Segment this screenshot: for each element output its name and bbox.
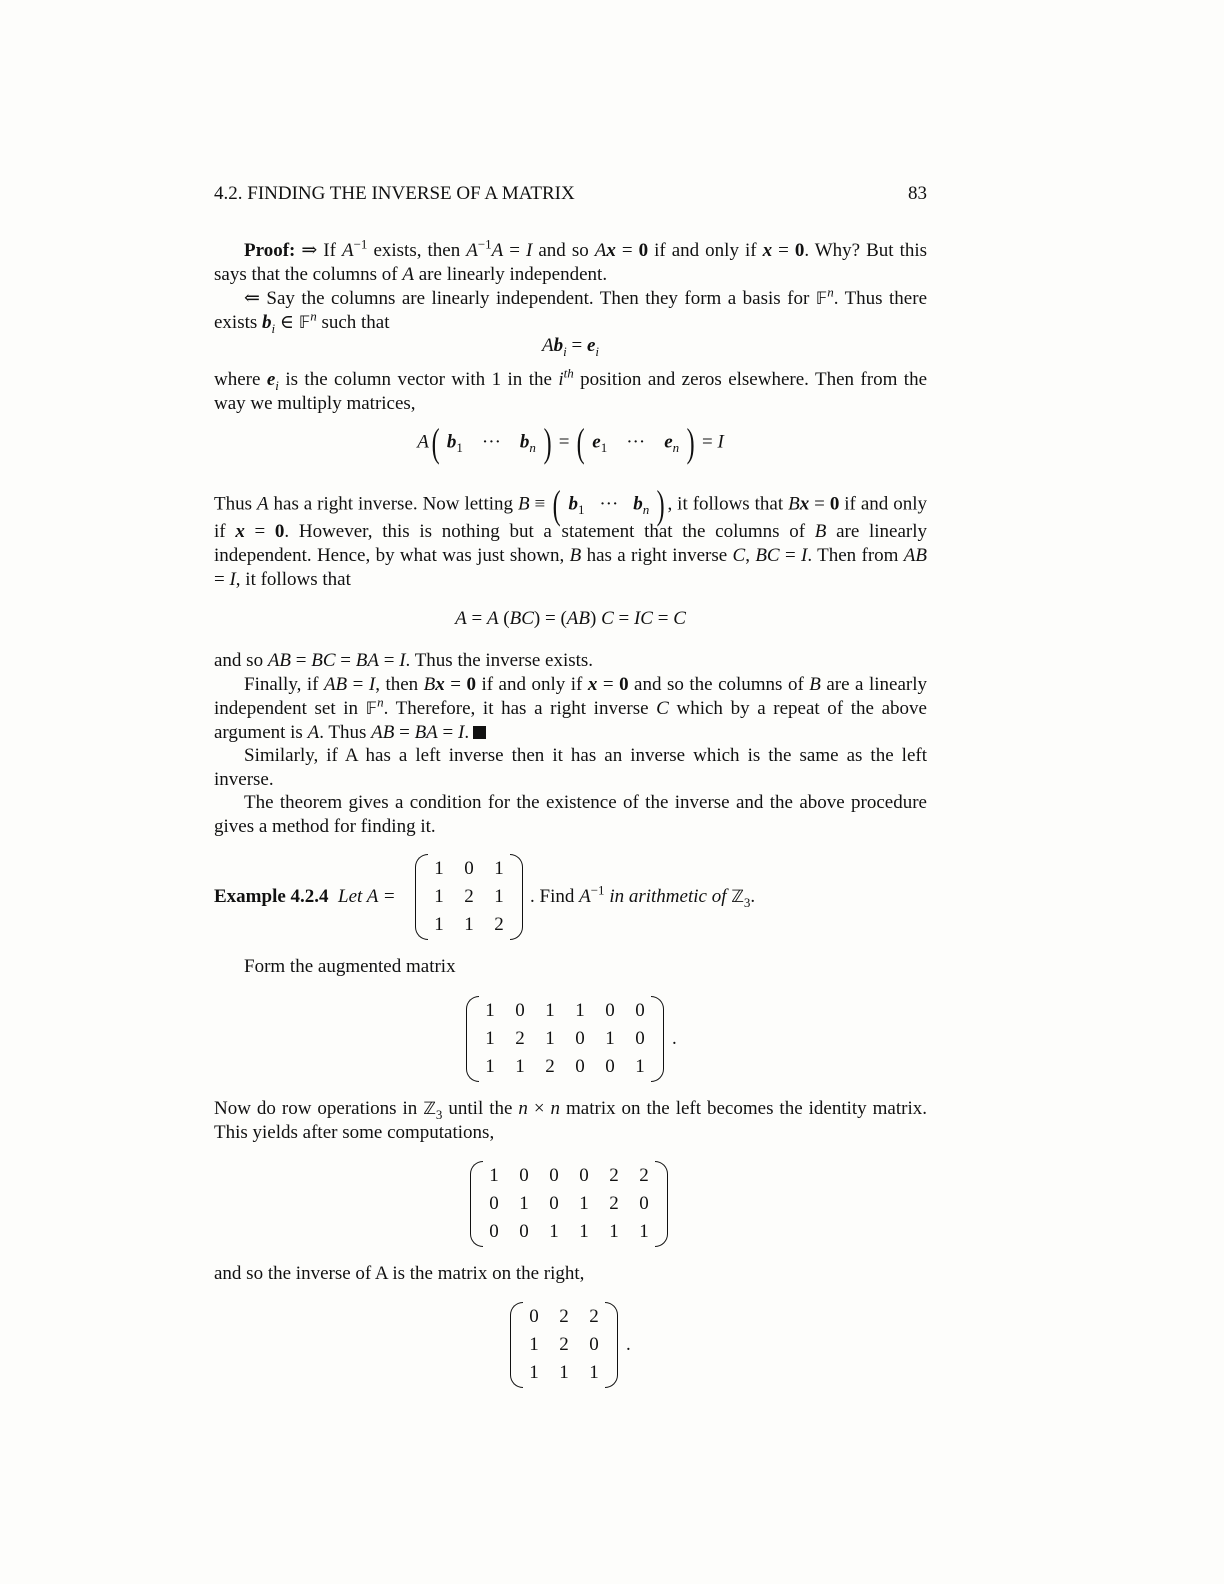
matrix-cell: 1 bbox=[434, 886, 444, 907]
running-header bbox=[214, 183, 927, 205]
matrix-cell: 2 bbox=[609, 1193, 619, 1214]
row-operations-text: Now do row operations in ℤ$_3$ until the n × n matrix on the left becomes the identity matrix. This yields after some computations, bbox=[214, 1098, 927, 1143]
matrix-cell: 2 bbox=[609, 1165, 619, 1186]
proof-paragraph-1: Proof: ⇒ If $A^{-1}$ exists, then $A^{-1}A = I$ and so Ax = 0 if and only if x = 0. Why? But this says that the columns of A are linearly independent. bbox=[214, 236, 928, 285]
proof-paragraph-4: Thus A has a right inverse. Now letting B ≡ ( $b_1$ ··· $b_n$ ) , it follows that Bx = 0 if and only if x = 0. However, this is nothing but a statement that the columns of B are linearly independent. Hence, by what was just shown, B has a right inverse C, BC = I. Then from AB = I, it follows that bbox=[214, 482, 928, 590]
proof-label: Proof: bbox=[244, 240, 296, 261]
matrix-cell: 1 bbox=[559, 1362, 569, 1383]
matrix-cell: 0 bbox=[515, 1000, 525, 1021]
inverse-matrix: 0 2 2 1 2 0 1 1 1 . bbox=[510, 1303, 631, 1387]
equation-product-identity: A( $b_1$ ··· $b_n$ ) = ( $e_1$ ··· $e_n$ ) = I bbox=[417, 420, 724, 465]
matrix-cell: 1 bbox=[529, 1334, 539, 1355]
matrix-a bbox=[415, 855, 523, 939]
equation-a-equals-c: A = A (BC) = (AB) C = IC = C bbox=[455, 608, 686, 629]
document-page bbox=[214, 0, 927, 1584]
matrix-cell: 1 bbox=[489, 1165, 499, 1186]
paragraph-theorem-condition: The theorem gives a condition for the existence of the inverse and the above procedure gives a method for finding it. bbox=[214, 792, 927, 837]
matrix-cell: 0 bbox=[519, 1165, 529, 1186]
matrix-cell: 2 bbox=[589, 1306, 599, 1327]
matrix-cell: 1 bbox=[635, 1056, 645, 1077]
example-find-text: . Find $A^{-1}$ in arithmetic of ℤ$_3$. bbox=[530, 882, 756, 910]
matrix-cell: 2 bbox=[559, 1306, 569, 1327]
paragraph-left-inverse: Similarly, if A has a left inverse then it has an inverse which is the same as the left inverse. bbox=[214, 745, 927, 790]
matrix-cell: 0 bbox=[549, 1165, 559, 1186]
matrix-cell: 1 bbox=[494, 886, 504, 907]
proof-paragraph-5: and so AB = BC = BA = I. Thus the inverse exists. bbox=[214, 650, 594, 671]
example-label-line: Example 4.2.4 Let A = bbox=[214, 886, 396, 907]
matrix-cell: 1 bbox=[549, 1221, 559, 1242]
matrix-cell: 1 bbox=[639, 1221, 649, 1242]
proof-paragraph-6: Finally, if AB = I, then Bx = 0 if and only if x = 0 and so the columns of B are a linearly independent set in 𝔽$^n$. Therefore, it has a right inverse C which by a repeat of the above argument is A. Thus AB = BA = I. bbox=[214, 674, 928, 743]
matrix-cell: 1 bbox=[579, 1193, 589, 1214]
matrix-cell: 1 bbox=[485, 1056, 495, 1077]
matrix-cell: 1 bbox=[579, 1221, 589, 1242]
matrix-cell: 0 bbox=[489, 1193, 499, 1214]
matrix-cell: 2 bbox=[545, 1056, 555, 1077]
reduced-matrix bbox=[470, 1162, 668, 1246]
matrix-cell: 0 bbox=[575, 1056, 585, 1077]
matrix-cell: 1 bbox=[485, 1028, 495, 1049]
matrix-cell: 2 bbox=[494, 914, 504, 935]
proof-paragraph-3: where $e_i$ is the column vector with 1 in the $i^{th}$ position and zeros elsewhere. Then from the way we multiply matrices, bbox=[214, 365, 928, 414]
matrix-cell: 1 bbox=[519, 1193, 529, 1214]
matrix-cell: 0 bbox=[549, 1193, 559, 1214]
matrix-cell: 0 bbox=[589, 1334, 599, 1355]
matrix-cell: 2 bbox=[464, 886, 474, 907]
form-augmented-text: Form the augmented matrix bbox=[244, 956, 456, 977]
matrix-cell: 1 bbox=[434, 914, 444, 935]
matrix-cell: 1 bbox=[575, 1000, 585, 1021]
matrix-cell: 0 bbox=[579, 1165, 589, 1186]
matrix-cell: 0 bbox=[605, 1000, 615, 1021]
matrix-cell: 1 bbox=[589, 1362, 599, 1383]
matrix-cell: 1 bbox=[515, 1056, 525, 1077]
equation-ab-equals-e: $Ab_i = e_i$ bbox=[541, 335, 599, 359]
matrix-cell: 0 bbox=[639, 1193, 649, 1214]
matrix-cell: 0 bbox=[635, 1028, 645, 1049]
example-label: Example 4.2.4 bbox=[214, 886, 329, 907]
matrix-cell: 1 bbox=[545, 1028, 555, 1049]
matrix-cell: 0 bbox=[575, 1028, 585, 1049]
inverse-intro-text: and so the inverse of A is the matrix on the right, bbox=[214, 1263, 585, 1284]
page-number: 83 bbox=[908, 183, 927, 204]
matrix-cell: 0 bbox=[635, 1000, 645, 1021]
section-title: 4.2. FINDING THE INVERSE OF A MATRIX bbox=[214, 183, 575, 204]
qed-square-icon bbox=[473, 726, 486, 739]
matrix-cell: 1 bbox=[605, 1028, 615, 1049]
matrix-cell: 1 bbox=[609, 1221, 619, 1242]
matrix-cell: 1 bbox=[545, 1000, 555, 1021]
matrix-cell: 1 bbox=[485, 1000, 495, 1021]
matrix-cell: 1 bbox=[494, 858, 504, 879]
matrix-cell: 2 bbox=[639, 1165, 649, 1186]
matrix-cell: 1 bbox=[464, 914, 474, 935]
matrix-cell: 0 bbox=[489, 1221, 499, 1242]
matrix-cell: 0 bbox=[605, 1056, 615, 1077]
matrix-cell: 0 bbox=[464, 858, 474, 879]
matrix-cell: 1 bbox=[434, 858, 444, 879]
matrix-cell: 2 bbox=[515, 1028, 525, 1049]
matrix-cell: 0 bbox=[519, 1221, 529, 1242]
matrix-cell: 0 bbox=[529, 1306, 539, 1327]
matrix-cell: 2 bbox=[559, 1334, 569, 1355]
matrix-cell: 1 bbox=[529, 1362, 539, 1383]
augmented-matrix: 1 0 1 1 0 0 1 2 1 0 1 0 1 1 2 0 0 1 . bbox=[466, 997, 677, 1081]
proof-paragraph-2: ⇐ Say the columns are linearly independent. Then they form a basis for 𝔽$^n$. Thus there exists $b_i$ ∈ 𝔽$^n$ such that bbox=[214, 284, 927, 336]
